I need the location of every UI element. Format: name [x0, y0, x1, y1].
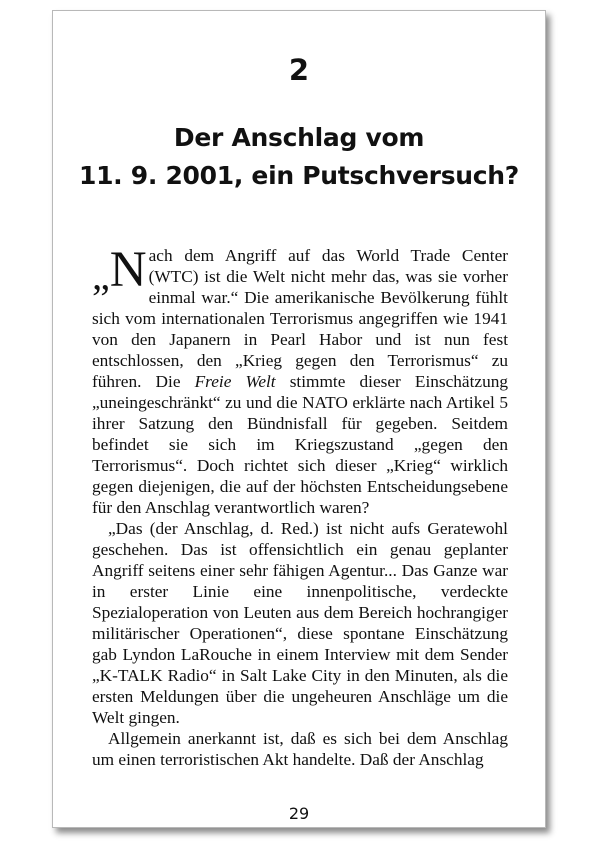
- paragraph-2: „Das (der Anschlag, d. Red.) ist nicht aufs Geratewohl geschehen. Das ist offensichtlich ein genau geplanter Angriff seitens einer sehr fähigen Agentur... Das Ganze war in erster Linie eine innenpolitische, verdeckte Spezialoperation von Leuten aus dem Bereich hochrangiger militärischer Operationen“, diese spontane Einschätzung gab Lyndon LaRouche in einem Interview mit dem Sender „K-TALK Radio“ in Salt Lake City in den Minuten, als die ersten Meldungen über die ungeheuren Anschläge um die Welt gingen.: [92, 519, 508, 727]
- chapter-title: [53, 119, 545, 195]
- paragraph-1-text-b: stimmte dieser Einschätzung „uneingeschränkt“ zu und die NATO erklärte nach Artikel 5 ihrer Satzung den Bündnisfall für gegeben. Seitdem befindet sie sich im Kriegszustand „gegen den Terrorismus“. Doch richtet sich dieser „Krieg“ wirklich gegen diejenigen, die auf der höchsten Entscheidungsebene für den Anschlag verantwortlich waren?: [92, 372, 508, 517]
- book-page: [52, 10, 546, 828]
- chapter-number: 2: [288, 53, 310, 87]
- body-text: [92, 242, 508, 770]
- opening-quote-mark: „: [92, 253, 110, 298]
- page-number: 29: [288, 804, 310, 823]
- italic-term: Freie Welt: [194, 372, 276, 391]
- chapter-title-line-1: Der Anschlag vom: [173, 123, 425, 152]
- chapter-title-line-2: 11. 9. 2001, ein Putschversuch?: [78, 161, 520, 190]
- paragraph-1: [92, 242, 508, 518]
- paragraph-1-text-a: ach dem Angriff auf das World Trade Center (WTC) ist die Welt nicht mehr das, was sie vorher einmal war.“ Die amerikanische Bevölkerung fühlt sich vom internationalen Terrorismus angegriffen wie 1941 von den Japanern in Pearl Habor und ist nun fest entschlossen, den „Krieg gegen den Terrorismus“ zu führen. Die: [92, 246, 508, 391]
- paragraph-3: Allgemein anerkannt ist, daß es sich bei dem Anschlag um einen terroristischen Akt handelte. Daß der Anschlag: [92, 729, 508, 769]
- drop-cap: N: [109, 242, 147, 298]
